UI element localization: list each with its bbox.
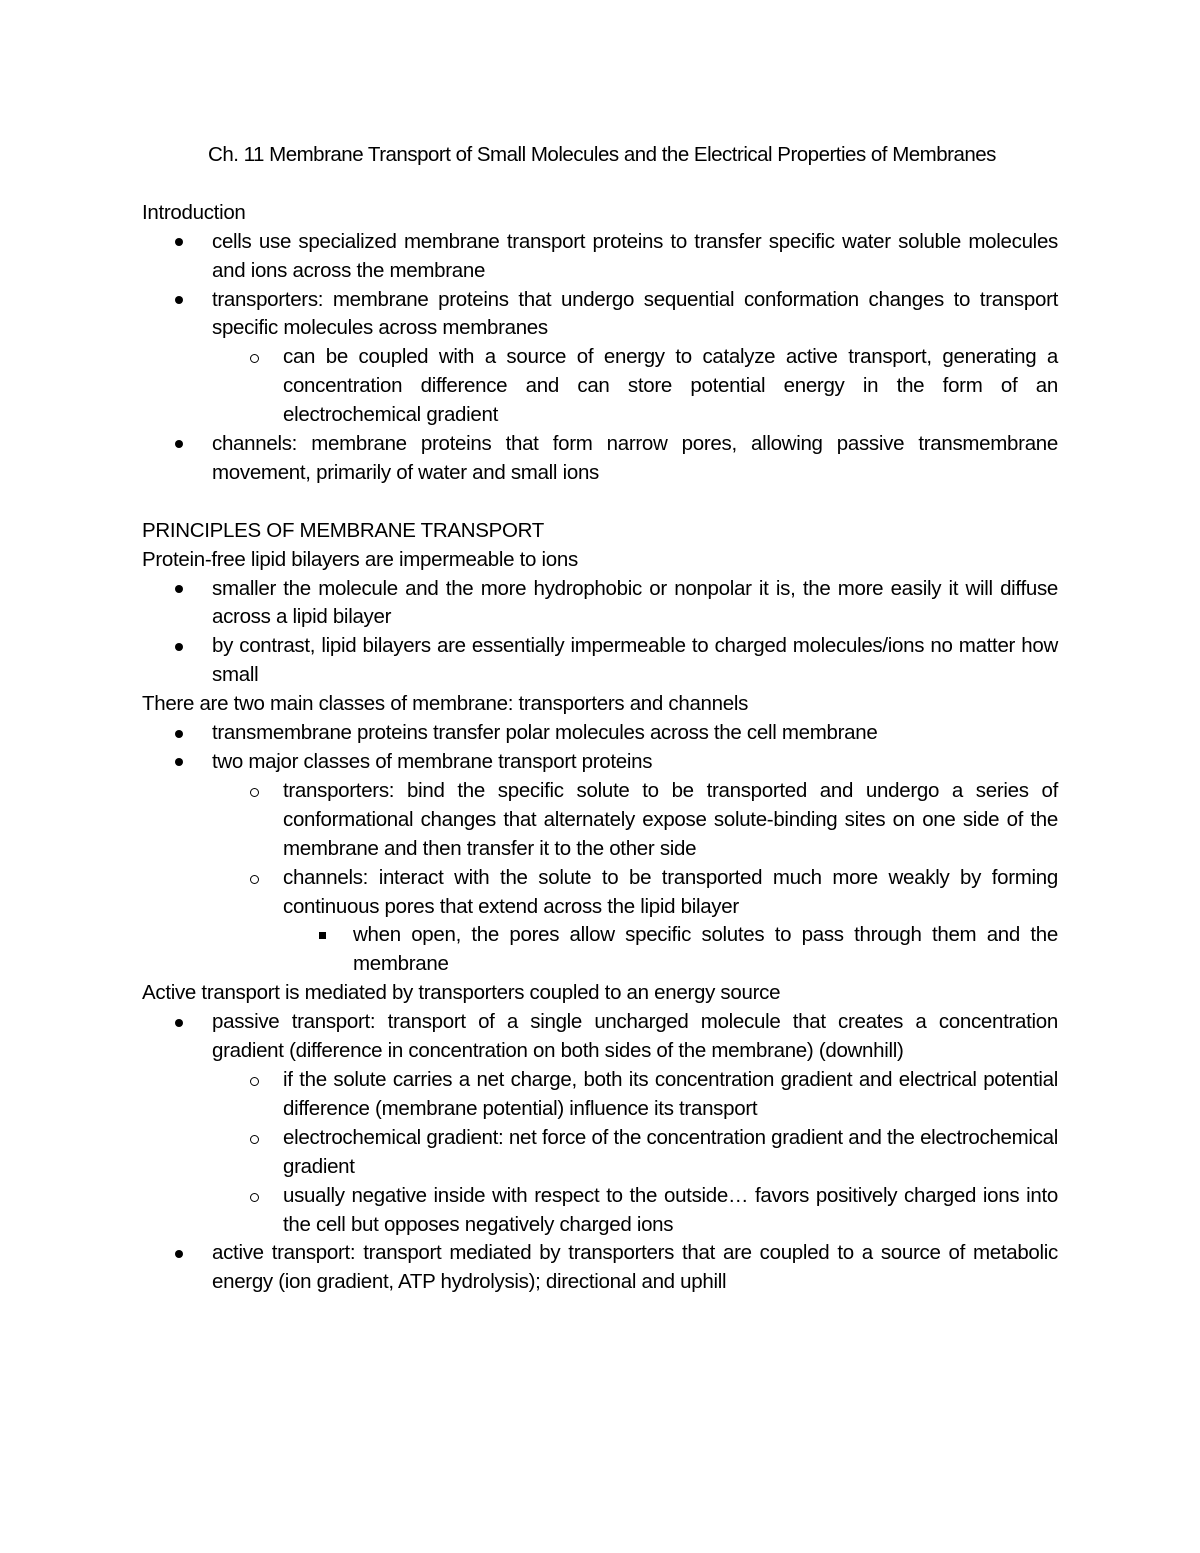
bullet-dot-icon (169, 430, 189, 459)
list-item: electrochemical gradient: net force of the concentration gradient and the electrochemical gradient (142, 1124, 1058, 1182)
principles-list-1 (142, 575, 1058, 691)
list-item: when open, the pores allow specific solutes to pass through them and the membrane (142, 921, 1058, 979)
bullet-dot-icon (169, 228, 189, 257)
spacer (142, 488, 1058, 517)
section-heading-introduction: Introduction (142, 200, 246, 224)
subsection-heading: Protein-free lipid bilayers are impermeable to ions (142, 547, 578, 571)
bullet-dot-icon (169, 719, 189, 748)
bullet-ring-icon (244, 864, 264, 893)
list-item: by contrast, lipid bilayers are essentially impermeable to charged molecules/ions no matter how small (142, 632, 1058, 690)
list-item: two major classes of membrane transport proteins (142, 748, 1058, 777)
principles-list-3 (142, 1008, 1058, 1297)
list-item: cells use specialized membrane transport proteins to transfer specific water soluble molecules and ions across the membrane (142, 228, 1058, 286)
bullet-ring-icon (244, 1124, 264, 1153)
list-item: can be coupled with a source of energy to catalyze active transport, generating a concentration difference and can store potential energy in the form of an electrochemical gradient (142, 343, 1058, 430)
list-item: smaller the molecule and the more hydrophobic or nonpolar it is, the more easily it will diffuse across a lipid bilayer (142, 575, 1058, 633)
principles-list-2 (142, 719, 1058, 979)
list-item: usually negative inside with respect to the outside… favors positively charged ions into the cell but opposes negatively charged ions (142, 1182, 1058, 1240)
bullet-ring-icon (244, 1066, 264, 1095)
bullet-square-icon (312, 921, 332, 950)
list-item: transporters: bind the specific solute to be transported and undergo a series of conformational changes that alternately expose solute-binding sites on one side of the membrane and then transfer it to the other side (142, 777, 1058, 864)
document-page (142, 141, 1058, 1297)
list-item: channels: interact with the solute to be transported much more weakly by forming continuous pores that extend across the lipid bilayer (142, 864, 1058, 922)
list-item: active transport: transport mediated by transporters that are coupled to a source of metabolic energy (ion gradient, ATP hydrolysis); directional and uphill (142, 1239, 1058, 1297)
spacer (142, 170, 1058, 199)
section-heading-principles: PRINCIPLES OF MEMBRANE TRANSPORT (142, 518, 544, 542)
list-item: transporters: membrane proteins that undergo sequential conformation changes to transport specific molecules across membranes (142, 286, 1058, 344)
subsection-heading: There are two main classes of membrane: transporters and channels (142, 692, 749, 716)
bullet-ring-icon (244, 343, 264, 372)
list-item: passive transport: transport of a single uncharged molecule that creates a concentration gradient (difference in concentration on both sides of the membrane) (downhill) (142, 1008, 1058, 1066)
bullet-dot-icon (169, 286, 189, 315)
bullet-ring-icon (244, 777, 264, 806)
document-title: Ch. 11 Membrane Transport of Small Molecules and the Electrical Properties of Membranes (208, 143, 996, 166)
bullet-dot-icon (169, 748, 189, 777)
bullet-dot-icon (169, 575, 189, 604)
list-item: transmembrane proteins transfer polar molecules across the cell membrane (142, 719, 1058, 748)
bullet-ring-icon (244, 1182, 264, 1211)
intro-list (142, 228, 1058, 488)
bullet-dot-icon (169, 1239, 189, 1268)
subsection-heading: Active transport is mediated by transporters coupled to an energy source (142, 981, 781, 1005)
bullet-dot-icon (169, 1008, 189, 1037)
list-item: if the solute carries a net charge, both its concentration gradient and electrical potential difference (membrane potential) influence its transport (142, 1066, 1058, 1124)
list-item: channels: membrane proteins that form narrow pores, allowing passive transmembrane movement, primarily of water and small ions (142, 430, 1058, 488)
bullet-dot-icon (169, 632, 189, 661)
